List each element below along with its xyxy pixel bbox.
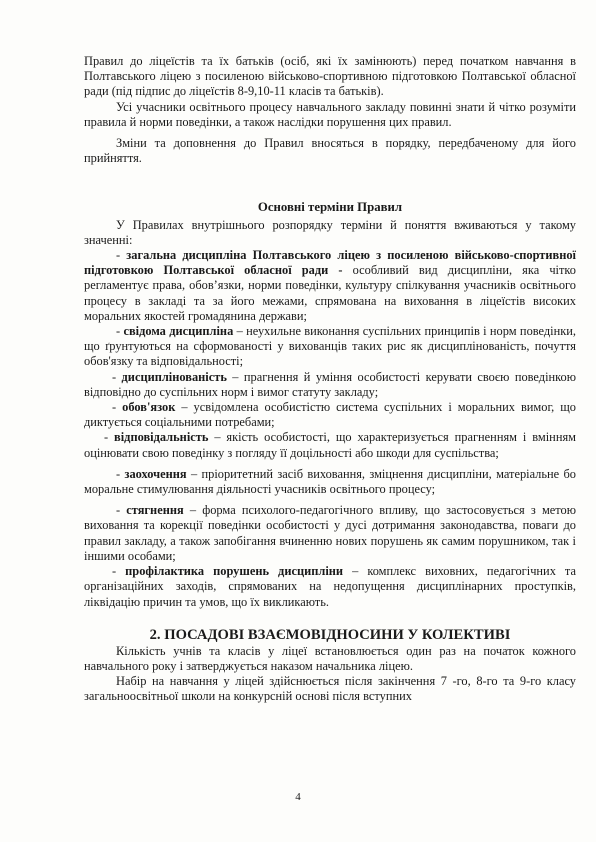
- page-number: 4: [295, 791, 301, 803]
- term-item-prevention: - профілактика порушень дисципліни – комплекс виховних, педагогічних та організаційних заходів, спрямованих на недопущення дисциплінарних проступків, ліквідацію причин та умов, що їх викликають.: [84, 564, 576, 609]
- intro-paragraph-2: Усі учасники освітнього процесу навчального закладу повинні знати й чітко розуміти правила й норми поведінки, а також наслідки порушення цих правил.: [84, 99, 576, 129]
- term-name: свідома дисципліна: [123, 324, 234, 339]
- term-name: загальна дисципліна Полтавського ліцею з посиленою військово-спортивної підготовкою Полтавської обласної ради -: [84, 248, 576, 278]
- section-2-heading: 2. ПОСАДОВІ ВЗАЄМОВІДНОСИНИ У КОЛЕКТИВІ: [149, 626, 511, 643]
- term-item-penalty: - стягнення – форма психолого-педагогічного впливу, що застосовується з метою виховання та корекції поведінки особистості у дусі дотримання законодавства, поваги до правил закладу, а також запобігання вчиненню нових порушень як самим порушником, так і іншими особами;: [84, 503, 576, 563]
- page-content: [84, 54, 576, 705]
- term-item-general-discipline: - загальна дисципліна Полтавського ліцею з посиленою військово-спортивної підготовкою Полтавської обласної ради - особливий вид дисципліни, яка чітко регламентує права, обов’язки, норми поведінки, культуру спілкування учасників освітнього процесу в закладі та за його межами, спрямована на виховання в ліцеїстів високих моральних якостей громадянина держави;: [84, 248, 576, 323]
- section-2-paragraph-2: Набір на навчання у ліцей здійснюється після закінчення 7 -го, 8-го та 9-го класу загальноосвітньої школи на конкурсній основі після вступних: [84, 674, 576, 704]
- section-2-paragraph-1: Кількість учнів та класів у ліцеї встановлюється один раз на початок кожного навчального року і затверджується наказом начальника ліцею.: [84, 643, 576, 673]
- term-name: заохочення: [124, 466, 187, 481]
- term-name: профілактика порушень дисципліни: [125, 564, 344, 579]
- terms-heading: Основні терміни Правил: [257, 200, 403, 215]
- term-item-responsibility: - відповідальність – якість особистості, що характеризується прагненням і вмінням оцінювати свою поведінку з погляду її доцільності або шкоди для суспільства;: [84, 430, 576, 460]
- term-item-encouragement: - заохочення – пріоритетний засіб виховання, зміцнення дисципліни, матеріальне бо моральне стимулювання діяльності учасників освітнього процесу;: [84, 466, 576, 497]
- term-item-conscious-discipline: - свідома дисципліна – неухильне виконання суспільних принципів і норм поведінки, що ґрунтуються на сформованості у вихованців таких рис як дисциплінованість, почуття обов'язку та відповідальності;: [84, 324, 577, 369]
- term-item-disciplined: - дисциплінованість – прагнення й уміння особистості керувати своєю поведінкою відповідно до суспільних норм і вимог статуту закладу;: [84, 369, 576, 399]
- terms-intro: У Правилах внутрішнього розпорядку терміни й поняття вживаються у такому значенні:: [84, 217, 576, 247]
- term-name: стягнення: [126, 503, 184, 518]
- intro-paragraph-3: Зміни та доповнення до Правил вносяться в порядку, передбаченому для його прийняття.: [84, 136, 576, 166]
- term-name: відповідальність: [114, 430, 209, 445]
- term-name: обов'язок: [122, 400, 176, 415]
- term-name: дисциплінованість: [121, 369, 227, 384]
- intro-paragraph-1: Правил до ліцеїстів та їх батьків (осіб, які їх замінюють) перед початком навчання в Полтавського ліцею з посиленою військово-спортивною підготовкою Полтавської обласної ради (під підпис до ліцеїстів 8-9,10-11 класів та батьків).: [84, 54, 576, 99]
- term-item-duty: - обов'язок – усвідомлена особистістю система суспільних і моральних вимог, що диктується соціальними потребами;: [84, 400, 576, 430]
